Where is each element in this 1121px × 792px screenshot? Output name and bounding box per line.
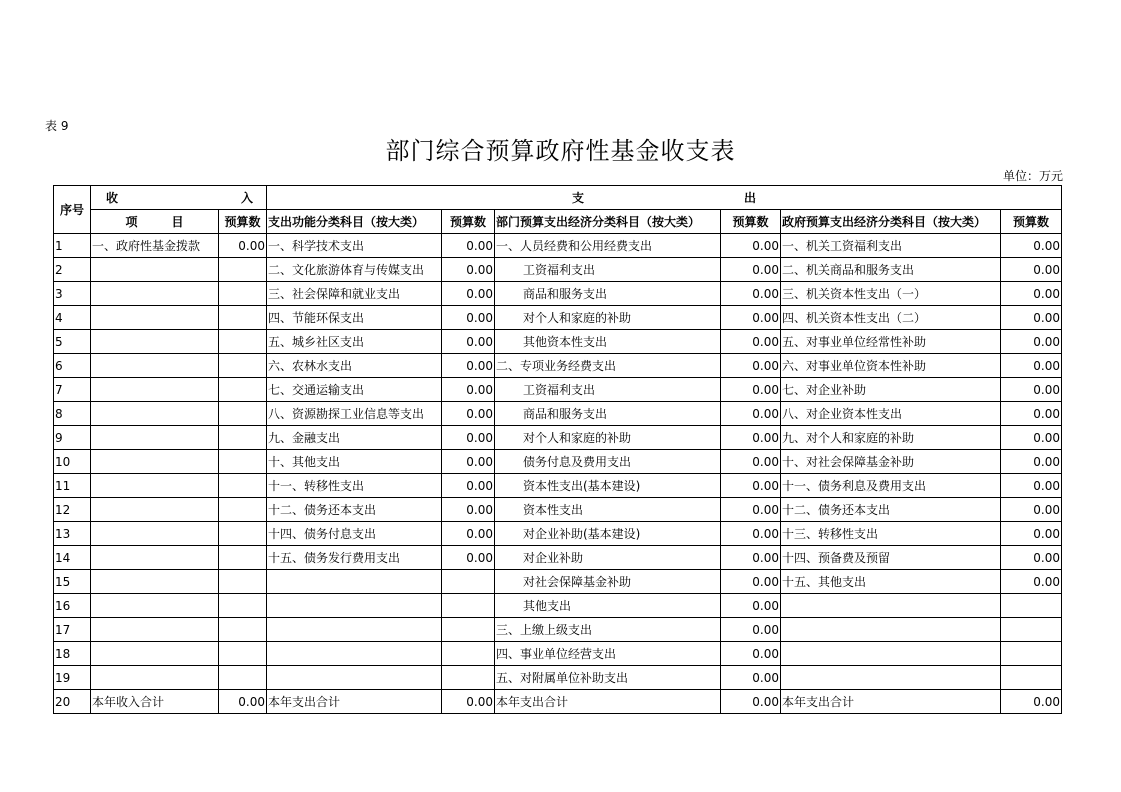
header-expense-b: 出 — [744, 190, 757, 205]
row-func-value: 0.00 — [442, 474, 495, 498]
row-seq: 13 — [54, 522, 91, 546]
row-func-item: 十四、债务付息支出 — [267, 522, 442, 546]
table-row — [54, 354, 1062, 378]
row-gov-value: 0.00 — [1001, 426, 1062, 450]
row-dept-value: 0.00 — [721, 450, 781, 474]
row-dept-item: 对个人和家庭的补助 — [495, 306, 721, 330]
row-seq: 9 — [54, 426, 91, 450]
row-income-item — [91, 570, 219, 594]
row-seq: 14 — [54, 546, 91, 570]
row-func-value: 0.00 — [442, 378, 495, 402]
table-row — [54, 306, 1062, 330]
row-func-value: 0.00 — [442, 426, 495, 450]
table-row — [54, 474, 1062, 498]
row-dept-value: 0.00 — [721, 306, 781, 330]
header-income — [91, 186, 267, 210]
row-func-item: 七、交通运输支出 — [267, 378, 442, 402]
row-gov-item: 本年支出合计 — [781, 690, 1001, 714]
row-func-value — [442, 570, 495, 594]
table-row — [54, 498, 1062, 522]
row-gov-item: 十五、其他支出 — [781, 570, 1001, 594]
row-gov-value — [1001, 594, 1062, 618]
table-row — [54, 642, 1062, 666]
row-income-item — [91, 498, 219, 522]
row-gov-value — [1001, 618, 1062, 642]
row-func-item: 二、文化旅游体育与传媒支出 — [267, 258, 442, 282]
row-income-value — [219, 450, 267, 474]
row-gov-item: 二、机关商品和服务支出 — [781, 258, 1001, 282]
row-income-value — [219, 522, 267, 546]
row-income-value — [219, 306, 267, 330]
row-dept-item: 其他支出 — [495, 594, 721, 618]
table-row — [54, 594, 1062, 618]
row-seq: 11 — [54, 474, 91, 498]
row-dept-value: 0.00 — [721, 378, 781, 402]
header-budget-dept: 预算数 — [721, 210, 781, 234]
row-func-item: 十二、债务还本支出 — [267, 498, 442, 522]
row-dept-value: 0.00 — [721, 522, 781, 546]
row-gov-item: 四、机关资本性支出（二） — [781, 306, 1001, 330]
table-row — [54, 378, 1062, 402]
row-dept-item: 对企业补助(基本建设) — [495, 522, 721, 546]
row-seq: 18 — [54, 642, 91, 666]
row-income-value — [219, 474, 267, 498]
row-income-item — [91, 306, 219, 330]
row-dept-item: 五、对附属单位补助支出 — [495, 666, 721, 690]
row-func-item — [267, 618, 442, 642]
row-dept-value: 0.00 — [721, 594, 781, 618]
row-seq: 19 — [54, 666, 91, 690]
row-gov-value: 0.00 — [1001, 450, 1062, 474]
row-income-value — [219, 282, 267, 306]
row-func-item: 十一、转移性支出 — [267, 474, 442, 498]
row-func-value — [442, 594, 495, 618]
row-func-item: 四、节能环保支出 — [267, 306, 442, 330]
row-gov-value: 0.00 — [1001, 354, 1062, 378]
row-income-item — [91, 546, 219, 570]
row-dept-value: 0.00 — [721, 426, 781, 450]
row-gov-value: 0.00 — [1001, 258, 1062, 282]
row-dept-value: 0.00 — [721, 642, 781, 666]
page-title: 部门综合预算政府性基金收支表 — [385, 137, 736, 165]
row-gov-value: 0.00 — [1001, 522, 1062, 546]
row-gov-value: 0.00 — [1001, 402, 1062, 426]
row-dept-item: 商品和服务支出 — [495, 282, 721, 306]
row-func-item — [267, 594, 442, 618]
row-func-item — [267, 570, 442, 594]
row-gov-value: 0.00 — [1001, 570, 1062, 594]
row-gov-value: 0.00 — [1001, 282, 1062, 306]
row-gov-value: 0.00 — [1001, 546, 1062, 570]
row-income-value — [219, 402, 267, 426]
row-income-item — [91, 474, 219, 498]
row-func-item: 本年支出合计 — [267, 690, 442, 714]
row-gov-value: 0.00 — [1001, 330, 1062, 354]
row-dept-value: 0.00 — [721, 618, 781, 642]
row-dept-value: 0.00 — [721, 402, 781, 426]
row-func-value — [442, 642, 495, 666]
row-dept-item: 本年支出合计 — [495, 690, 721, 714]
row-dept-value: 0.00 — [721, 690, 781, 714]
row-func-item: 五、城乡社区支出 — [267, 330, 442, 354]
row-dept-value: 0.00 — [721, 234, 781, 258]
row-seq: 16 — [54, 594, 91, 618]
header-income-a: 收 — [106, 190, 119, 205]
table-number: 表 9 — [45, 119, 69, 133]
row-dept-item: 四、事业单位经营支出 — [495, 642, 721, 666]
row-func-item — [267, 642, 442, 666]
row-dept-item: 商品和服务支出 — [495, 402, 721, 426]
row-func-item: 十、其他支出 — [267, 450, 442, 474]
table-row — [54, 570, 1062, 594]
row-seq: 12 — [54, 498, 91, 522]
row-func-value: 0.00 — [442, 354, 495, 378]
row-gov-item — [781, 642, 1001, 666]
row-func-item: 三、社会保障和就业支出 — [267, 282, 442, 306]
row-income-item — [91, 618, 219, 642]
row-func-value: 0.00 — [442, 546, 495, 570]
table-row — [54, 666, 1062, 690]
header-budget-gov: 预算数 — [1001, 210, 1062, 234]
row-income-value — [219, 618, 267, 642]
row-income-item — [91, 642, 219, 666]
table-row — [54, 402, 1062, 426]
row-income-item: 本年收入合计 — [91, 690, 219, 714]
row-income-value — [219, 666, 267, 690]
row-seq: 10 — [54, 450, 91, 474]
row-func-item: 九、金融支出 — [267, 426, 442, 450]
row-income-item — [91, 402, 219, 426]
row-gov-value: 0.00 — [1001, 474, 1062, 498]
row-income-item — [91, 522, 219, 546]
row-func-item: 一、科学技术支出 — [267, 234, 442, 258]
table-row — [54, 426, 1062, 450]
row-gov-item: 七、对企业补助 — [781, 378, 1001, 402]
row-gov-item: 十一、债务利息及费用支出 — [781, 474, 1001, 498]
row-income-value — [219, 378, 267, 402]
row-func-value — [442, 666, 495, 690]
table-row — [54, 522, 1062, 546]
header-dept-econ: 部门预算支出经济分类科目（按大类） — [495, 210, 721, 234]
header-budget-func: 预算数 — [442, 210, 495, 234]
row-seq: 6 — [54, 354, 91, 378]
row-income-value — [219, 258, 267, 282]
row-income-value — [219, 642, 267, 666]
table-row — [54, 330, 1062, 354]
row-func-value — [442, 618, 495, 642]
row-dept-value: 0.00 — [721, 354, 781, 378]
row-dept-item: 对社会保障基金补助 — [495, 570, 721, 594]
row-seq: 8 — [54, 402, 91, 426]
header-budget-income: 预算数 — [219, 210, 267, 234]
header-expense — [267, 186, 1062, 210]
row-gov-item: 六、对事业单位资本性补助 — [781, 354, 1001, 378]
row-income-value — [219, 570, 267, 594]
row-func-value: 0.00 — [442, 234, 495, 258]
row-dept-item: 其他资本性支出 — [495, 330, 721, 354]
row-dept-item: 三、上缴上级支出 — [495, 618, 721, 642]
header-income-b: 入 — [240, 190, 253, 205]
row-dept-value: 0.00 — [721, 546, 781, 570]
row-func-value: 0.00 — [442, 522, 495, 546]
table-row — [54, 546, 1062, 570]
row-gov-item — [781, 666, 1001, 690]
row-seq: 15 — [54, 570, 91, 594]
header-expense-a: 支 — [571, 190, 584, 205]
row-gov-item — [781, 618, 1001, 642]
row-func-item: 八、资源勘探工业信息等支出 — [267, 402, 442, 426]
row-gov-item: 三、机关资本性支出（一） — [781, 282, 1001, 306]
row-dept-value: 0.00 — [721, 330, 781, 354]
row-func-item — [267, 666, 442, 690]
row-gov-item: 十、对社会保障基金补助 — [781, 450, 1001, 474]
table-row — [54, 258, 1062, 282]
row-dept-item: 一、人员经费和公用经费支出 — [495, 234, 721, 258]
row-func-value: 0.00 — [442, 690, 495, 714]
row-gov-value — [1001, 666, 1062, 690]
row-dept-item: 债务付息及费用支出 — [495, 450, 721, 474]
table-row — [54, 282, 1062, 306]
row-income-item — [91, 258, 219, 282]
row-func-value: 0.00 — [442, 306, 495, 330]
row-gov-value: 0.00 — [1001, 378, 1062, 402]
row-func-item: 六、农林水支出 — [267, 354, 442, 378]
row-income-value — [219, 594, 267, 618]
row-gov-item: 十二、债务还本支出 — [781, 498, 1001, 522]
row-gov-value: 0.00 — [1001, 234, 1062, 258]
row-income-value: 0.00 — [219, 690, 267, 714]
row-gov-item: 八、对企业资本性支出 — [781, 402, 1001, 426]
row-func-value: 0.00 — [442, 498, 495, 522]
row-income-item — [91, 594, 219, 618]
row-income-item — [91, 450, 219, 474]
row-income-item — [91, 330, 219, 354]
row-gov-item: 五、对事业单位经常性补助 — [781, 330, 1001, 354]
header-func-class: 支出功能分类科目（按大类） — [267, 210, 442, 234]
row-income-value — [219, 354, 267, 378]
header-item-a: 项 — [125, 214, 138, 229]
row-dept-value: 0.00 — [721, 258, 781, 282]
row-income-item — [91, 666, 219, 690]
row-seq: 1 — [54, 234, 91, 258]
row-income-value — [219, 546, 267, 570]
row-income-item — [91, 282, 219, 306]
row-gov-item: 一、机关工资福利支出 — [781, 234, 1001, 258]
table-row — [54, 618, 1062, 642]
row-income-value — [219, 330, 267, 354]
row-gov-value: 0.00 — [1001, 498, 1062, 522]
row-dept-item: 对企业补助 — [495, 546, 721, 570]
row-gov-item: 十四、预备费及预留 — [781, 546, 1001, 570]
budget-table — [53, 185, 1062, 714]
table-body — [54, 186, 1062, 714]
row-dept-item: 二、专项业务经费支出 — [495, 354, 721, 378]
header-item — [91, 210, 219, 234]
row-dept-item: 资本性支出(基本建设) — [495, 474, 721, 498]
row-seq: 2 — [54, 258, 91, 282]
row-income-value: 0.00 — [219, 234, 267, 258]
row-income-item — [91, 354, 219, 378]
row-dept-value: 0.00 — [721, 570, 781, 594]
row-dept-item: 资本性支出 — [495, 498, 721, 522]
row-gov-item — [781, 594, 1001, 618]
row-seq: 7 — [54, 378, 91, 402]
row-dept-value: 0.00 — [721, 498, 781, 522]
row-func-value: 0.00 — [442, 330, 495, 354]
row-dept-value: 0.00 — [721, 666, 781, 690]
row-func-value: 0.00 — [442, 282, 495, 306]
row-income-value — [219, 498, 267, 522]
row-seq: 3 — [54, 282, 91, 306]
row-func-value: 0.00 — [442, 258, 495, 282]
row-gov-item: 九、对个人和家庭的补助 — [781, 426, 1001, 450]
row-dept-value: 0.00 — [721, 474, 781, 498]
header-seq: 序号 — [54, 186, 91, 234]
row-func-item: 十五、债务发行费用支出 — [267, 546, 442, 570]
table-row — [54, 690, 1062, 714]
row-seq: 4 — [54, 306, 91, 330]
row-func-value: 0.00 — [442, 402, 495, 426]
row-income-value — [219, 426, 267, 450]
row-income-item: 一、政府性基金拨款 — [91, 234, 219, 258]
header-item-b: 目 — [171, 214, 184, 229]
row-gov-item: 十三、转移性支出 — [781, 522, 1001, 546]
row-dept-item: 对个人和家庭的补助 — [495, 426, 721, 450]
row-dept-item: 工资福利支出 — [495, 378, 721, 402]
table-row — [54, 450, 1062, 474]
unit-label: 单位：万元 — [1002, 169, 1063, 183]
header-gov-econ: 政府预算支出经济分类科目（按大类） — [781, 210, 1001, 234]
row-dept-value: 0.00 — [721, 282, 781, 306]
row-gov-value: 0.00 — [1001, 306, 1062, 330]
row-seq: 5 — [54, 330, 91, 354]
row-income-item — [91, 426, 219, 450]
row-dept-item: 工资福利支出 — [495, 258, 721, 282]
row-gov-value — [1001, 642, 1062, 666]
row-income-item — [91, 378, 219, 402]
row-gov-value: 0.00 — [1001, 690, 1062, 714]
row-seq: 20 — [54, 690, 91, 714]
row-seq: 17 — [54, 618, 91, 642]
table-row — [54, 234, 1062, 258]
row-func-value: 0.00 — [442, 450, 495, 474]
